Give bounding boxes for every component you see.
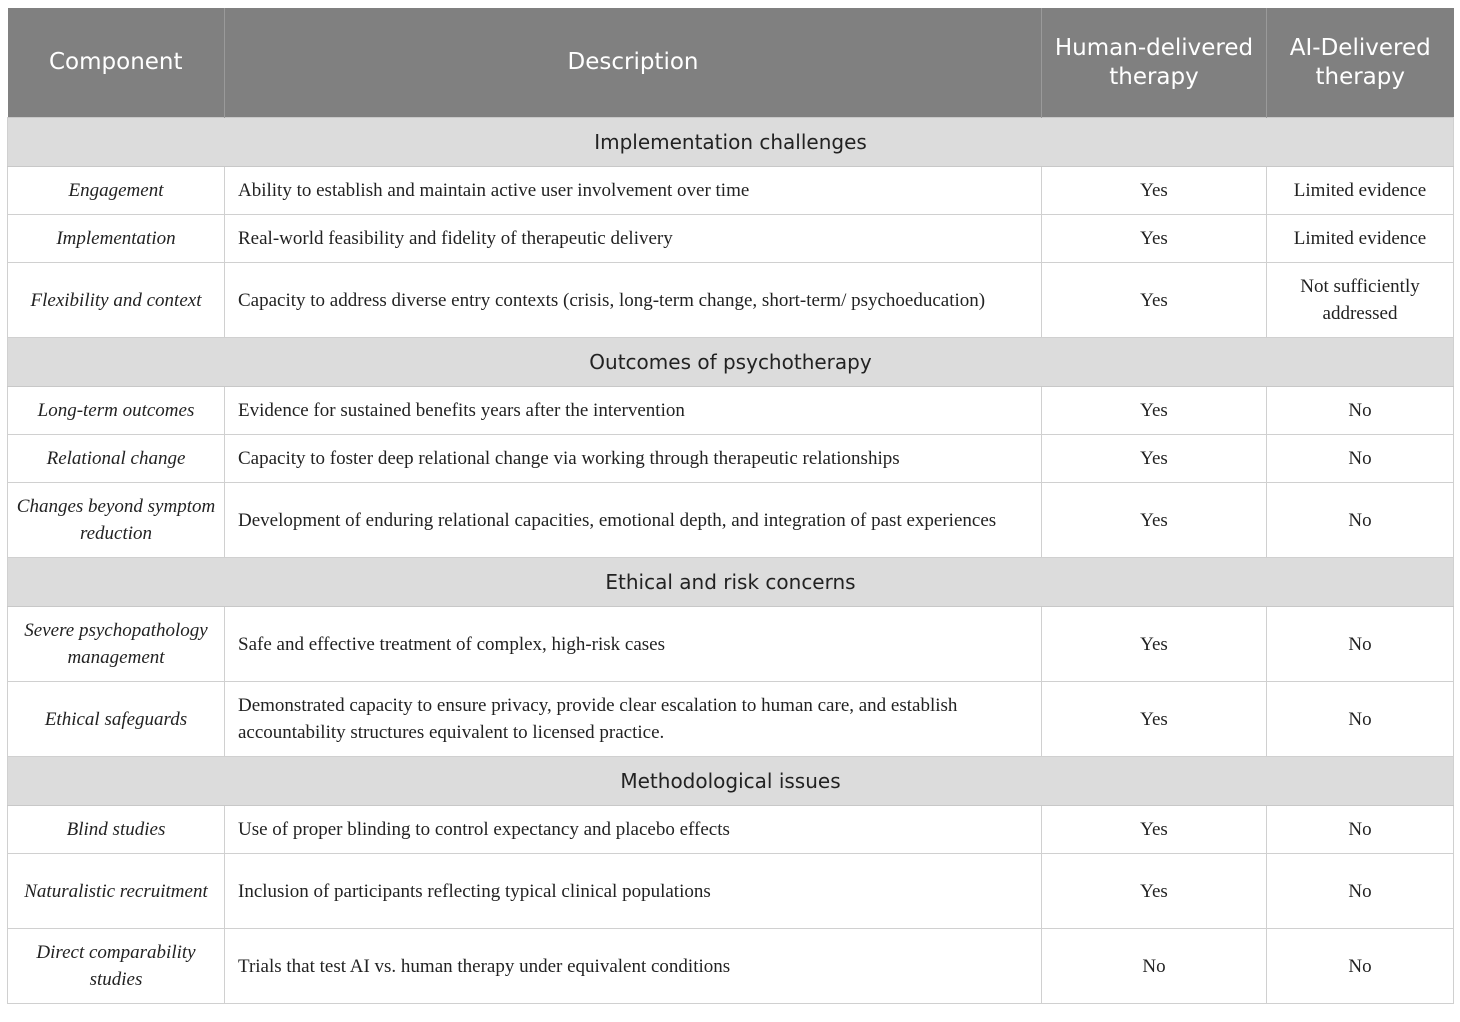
ai-cell: Limited evidence bbox=[1267, 215, 1454, 263]
table-row bbox=[8, 929, 1454, 1004]
section-title: Outcomes of psychotherapy bbox=[8, 338, 1454, 387]
ai-cell: Not sufficiently addressed bbox=[1267, 263, 1454, 338]
description-cell: Evidence for sustained benefits years after the intervention bbox=[225, 387, 1042, 435]
header-component: Component bbox=[8, 8, 225, 118]
section-title: Ethical and risk concerns bbox=[8, 558, 1454, 607]
human-cell: Yes bbox=[1042, 483, 1267, 558]
table-row bbox=[8, 263, 1454, 338]
header-description: Description bbox=[225, 8, 1042, 118]
description-cell: Development of enduring relational capacities, emotional depth, and integration of past experiences bbox=[225, 483, 1042, 558]
header-row bbox=[8, 8, 1454, 118]
component-cell: Engagement bbox=[8, 167, 225, 215]
section-title: Methodological issues bbox=[8, 757, 1454, 806]
ai-cell: Limited evidence bbox=[1267, 167, 1454, 215]
table-row bbox=[8, 607, 1454, 682]
component-cell: Ethical safeguards bbox=[8, 682, 225, 757]
comparison-table bbox=[7, 8, 1454, 1004]
component-cell: Naturalistic recruitment bbox=[8, 854, 225, 929]
table-row bbox=[8, 215, 1454, 263]
table-row bbox=[8, 387, 1454, 435]
component-cell: Implementation bbox=[8, 215, 225, 263]
component-cell: Relational change bbox=[8, 435, 225, 483]
ai-cell: No bbox=[1267, 854, 1454, 929]
header-human-delivered: Human-delivered therapy bbox=[1042, 8, 1267, 118]
component-cell: Blind studies bbox=[8, 806, 225, 854]
human-cell: Yes bbox=[1042, 607, 1267, 682]
description-cell: Trials that test AI vs. human therapy under equivalent conditions bbox=[225, 929, 1042, 1004]
human-cell: Yes bbox=[1042, 435, 1267, 483]
section-row bbox=[8, 338, 1454, 387]
ai-cell: No bbox=[1267, 435, 1454, 483]
component-cell: Direct comparability studies bbox=[8, 929, 225, 1004]
human-cell: Yes bbox=[1042, 854, 1267, 929]
component-cell: Severe psychopathology management bbox=[8, 607, 225, 682]
ai-cell: No bbox=[1267, 929, 1454, 1004]
human-cell: Yes bbox=[1042, 215, 1267, 263]
table-row bbox=[8, 854, 1454, 929]
component-cell: Long-term outcomes bbox=[8, 387, 225, 435]
section-title: Implementation challenges bbox=[8, 118, 1454, 167]
section-row bbox=[8, 757, 1454, 806]
table-row bbox=[8, 682, 1454, 757]
description-cell: Real-world feasibility and fidelity of therapeutic delivery bbox=[225, 215, 1042, 263]
human-cell: Yes bbox=[1042, 806, 1267, 854]
description-cell: Use of proper blinding to control expectancy and placebo effects bbox=[225, 806, 1042, 854]
description-cell: Safe and effective treatment of complex, high-risk cases bbox=[225, 607, 1042, 682]
description-cell: Capacity to address diverse entry contexts (crisis, long-term change, short-term/ psychoeducation) bbox=[225, 263, 1042, 338]
human-cell: Yes bbox=[1042, 167, 1267, 215]
ai-cell: No bbox=[1267, 387, 1454, 435]
section-row bbox=[8, 558, 1454, 607]
description-cell: Capacity to foster deep relational change via working through therapeutic relationships bbox=[225, 435, 1042, 483]
table-row bbox=[8, 167, 1454, 215]
ai-cell: No bbox=[1267, 806, 1454, 854]
header-ai-delivered: AI-Delivered therapy bbox=[1267, 8, 1454, 118]
description-cell: Ability to establish and maintain active user involvement over time bbox=[225, 167, 1042, 215]
description-cell: Inclusion of participants reflecting typical clinical populations bbox=[225, 854, 1042, 929]
table-row bbox=[8, 806, 1454, 854]
section-row bbox=[8, 118, 1454, 167]
table-row bbox=[8, 483, 1454, 558]
ai-cell: No bbox=[1267, 483, 1454, 558]
human-cell: Yes bbox=[1042, 387, 1267, 435]
human-cell: Yes bbox=[1042, 682, 1267, 757]
ai-cell: No bbox=[1267, 607, 1454, 682]
ai-cell: No bbox=[1267, 682, 1454, 757]
human-cell: No bbox=[1042, 929, 1267, 1004]
human-cell: Yes bbox=[1042, 263, 1267, 338]
table-row bbox=[8, 435, 1454, 483]
component-cell: Changes beyond symptom reduction bbox=[8, 483, 225, 558]
component-cell: Flexibility and context bbox=[8, 263, 225, 338]
description-cell: Demonstrated capacity to ensure privacy, provide clear escalation to human care, and establish accountability structures equivalent to licensed practice. bbox=[225, 682, 1042, 757]
